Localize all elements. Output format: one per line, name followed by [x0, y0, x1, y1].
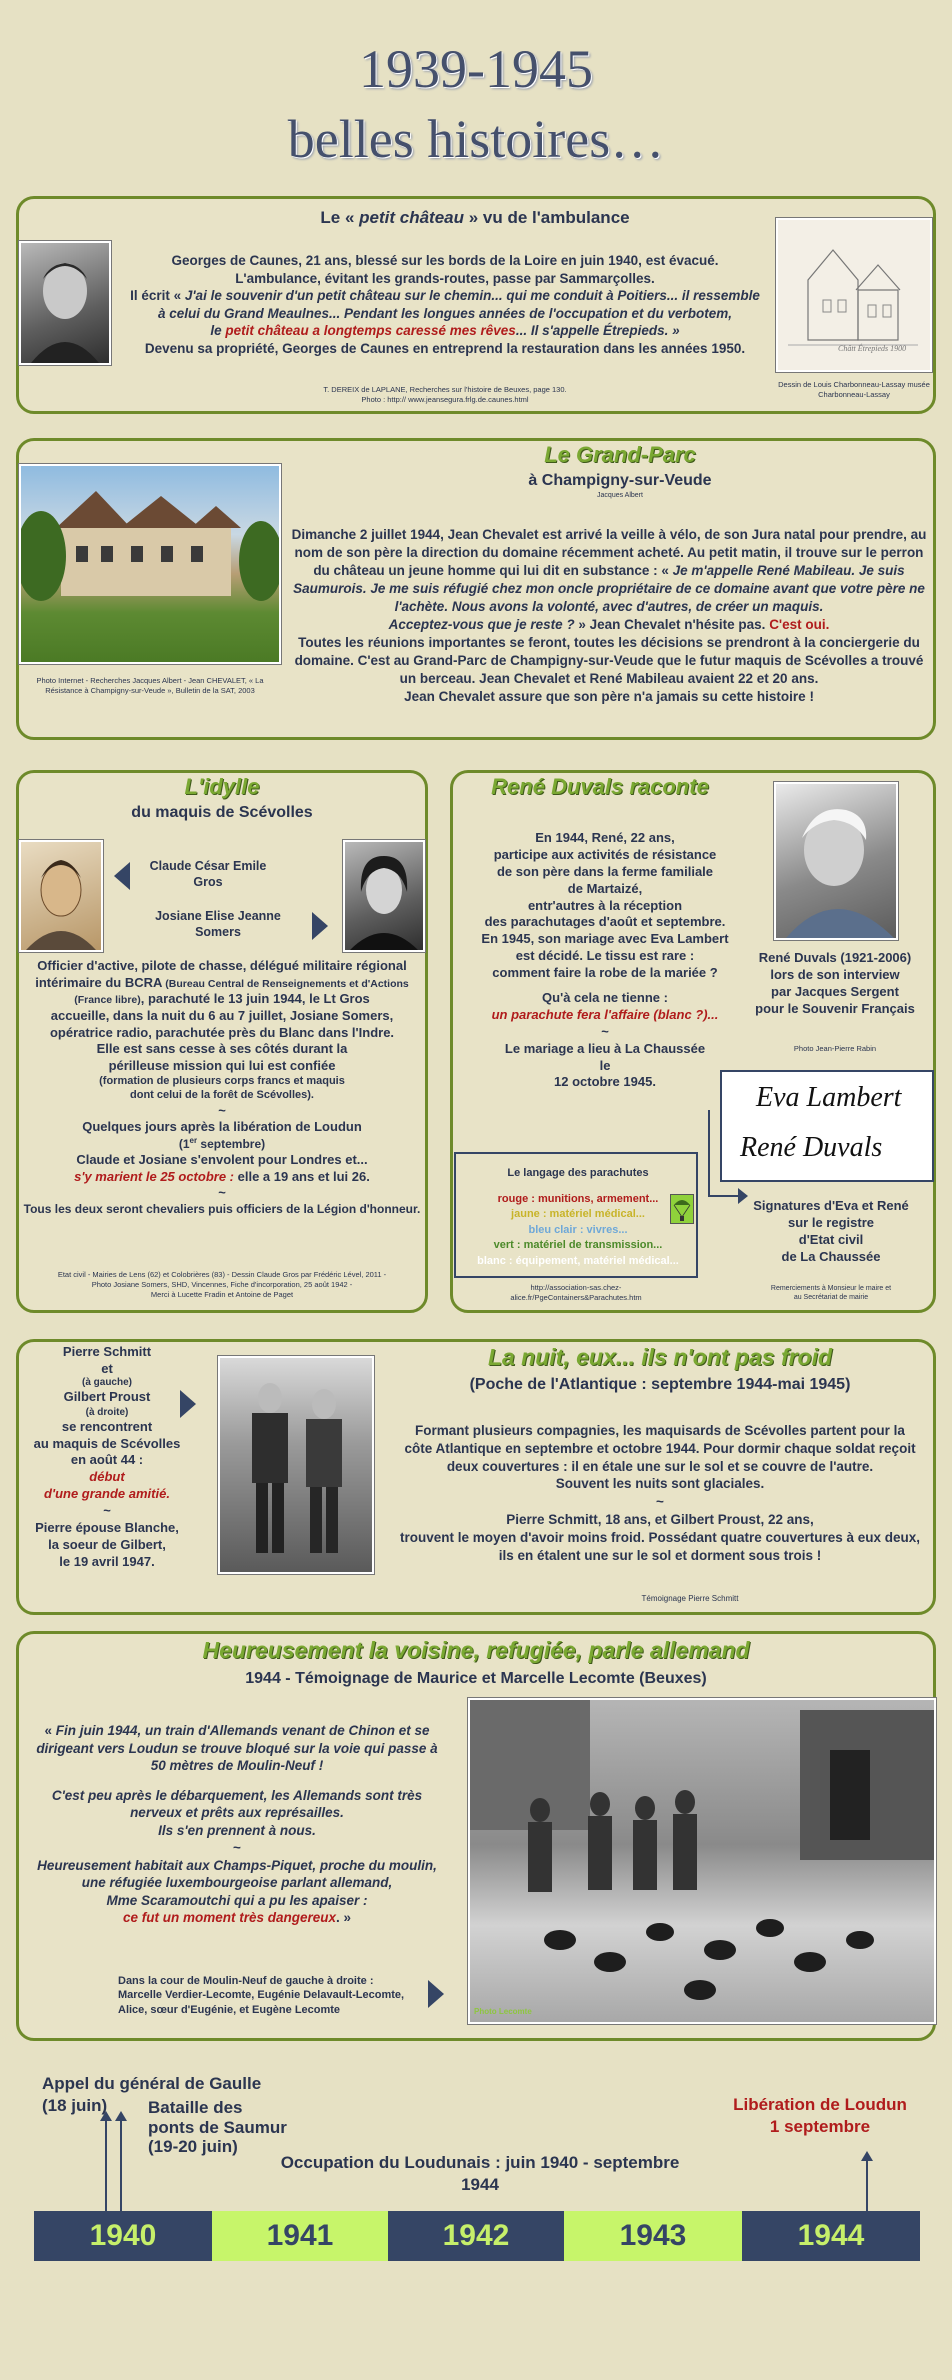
text-line: le 19 avril 1947. [59, 1553, 155, 1569]
text-line: périlleuse mission qui lui est confiée [108, 1057, 336, 1073]
text-line: comment faire la robe de la mariée ? [492, 965, 718, 981]
credit-line: Merci à Lucette Fradin et Antoine de Paget [150, 1289, 294, 1299]
caption-line: Dans la cour de Moulin-Neuf de gauche à droite : [118, 1975, 374, 1987]
text-line: Mme Scaramoutchi qui a pu les apaiser : [106, 1892, 368, 1908]
credit-line: Remerciements à Monsieur le maire et [770, 1285, 892, 1292]
text-part: elle a 19 ans et lui 26. [234, 1168, 370, 1184]
photo-pierre-gilbert [218, 1356, 374, 1574]
text-part-italic: J'ai le souvenir d'un petit château sur le chemin... qui me conduit à Poitiers... il ressemble [184, 288, 760, 304]
credit-line: Photo Josiane Somers, SHD, Vincennes, Fiche d'incorporation, 25 août 1942 - [91, 1279, 353, 1289]
photo-grand-parc-chateau [19, 464, 281, 664]
text-part: ... Il s'appelle Étrepieds. » [515, 323, 680, 339]
text-line [288, 616, 930, 634]
lang-line-rouge: rouge : munitions, armement... [497, 1193, 659, 1205]
lang-line-vert: vert : matériel de transmission... [493, 1239, 663, 1252]
text-line [22, 975, 422, 1008]
photo-credit-rabin: Photo Jean-Pierre Rabin [793, 1044, 877, 1053]
text-line-red: d'une grande amitié. [44, 1486, 170, 1502]
text-line: en août 44 : [70, 1452, 144, 1468]
text-part: Il écrit « [130, 288, 185, 304]
text-line [22, 1722, 452, 1740]
signature-rene: René Duvals [740, 1132, 883, 1163]
section-title-idylle: L'idylle [184, 774, 260, 799]
text-line: Tous les deux seront chevaliers puis officiers de la Légion d'honneur. [23, 1202, 421, 1217]
credits-idylle [22, 1270, 422, 1299]
text-line: Toutes les réunions importantes se feront, toutes les décisions se prendront à la conciergerie du [298, 634, 920, 650]
text-line [22, 1169, 422, 1186]
parachute-language-box [454, 1152, 698, 1278]
text-line: une réfugiée luxembourgeoise parlant allemand, [81, 1875, 393, 1891]
arrow-up-icon [861, 2151, 873, 2161]
timeline-year-1940: 1940 [34, 2211, 212, 2261]
caption-line: Alice, sœur d'Eugénie, et Eugène Lecomte [118, 2003, 341, 2016]
text-line: et [101, 1360, 113, 1376]
text-part: » Jean Chevalet n'hésite pas. [574, 616, 770, 632]
text-line: Formant plusieurs compagnies, les maquisards de Scévolles partent pour la [415, 1423, 905, 1438]
signatures-caption [736, 1198, 926, 1266]
timeline-marker-line [120, 2120, 122, 2212]
text-part: , parachuté le 13 juin 1944, le Lt Gros [140, 991, 370, 1007]
text-line: au maquis de Scévolles [33, 1435, 181, 1451]
url-line[interactable]: alice.fr/PgeContainers&Parachutes.htm [510, 1292, 642, 1302]
arrow-right-icon [428, 1980, 444, 2008]
text-line: Heureusement habitait aux Champs-Piquet, proche du moulin, [37, 1857, 437, 1873]
arrow-right-icon [312, 912, 328, 940]
page-title-years: 1939-1945 [359, 39, 593, 99]
text-line: un berceau. Jean Chevalet et René Mabileau avaient 22 et 20 ans. [399, 670, 819, 686]
credit-line: Etat civil - Mairies de Lens (62) et Colobrières (83) - Dessin Claude Gros par Frédéric Lével, 2011 - [57, 1270, 387, 1279]
separator-tilde: ~ [656, 1494, 664, 1510]
arrow-right-icon [738, 1188, 748, 1204]
text-line: Qu'à cela ne tienne : [542, 990, 668, 1006]
pierre-gilbert-text [24, 1344, 190, 1571]
timeline-marker-line [105, 2120, 107, 2212]
sketch-chateau-etrepieds [776, 218, 932, 372]
title-part-italic: petit château [359, 208, 464, 227]
text-line: nom de son père la direction du domaine récemment acheté. Au petit matin, il trouve sur le perron [294, 544, 924, 560]
text-line: C'est peu après le débarquement, les Allemands sont très [51, 1787, 423, 1803]
text-line-small: (à droite) [85, 1406, 129, 1418]
credit-schmitt: Témoignage Pierre Schmitt [641, 1594, 739, 1603]
section-subtitle-voisine: 1944 - Témoignage de Maurice et Marcelle Lecomte (Beuxes) [245, 1670, 707, 1687]
separator-tilde: ~ [233, 1840, 241, 1856]
text-line: (formation de plusieurs corps francs et maquis [99, 1075, 345, 1088]
section-subtitle-idylle: du maquis de Scévolles [131, 804, 313, 821]
text-line-red: un parachute fera l'affaire (blanc ?)... [491, 1006, 719, 1022]
text-line: Souvent les nuits sont glaciales. [555, 1476, 765, 1492]
timeline-bataille [148, 2098, 308, 2157]
text-line: Saumurois. Je me suis réfugié chez mon oncle propriétaire de ce domaine avant que votre père ne [293, 580, 925, 596]
timeline-label: Appel du général de Gaulle [42, 2074, 262, 2093]
credit-line: au Secrétariat de mairie [793, 1294, 869, 1302]
text-line-red: début [89, 1469, 125, 1485]
text-line: le [599, 1057, 611, 1073]
text-line: à celui du Grand Meaulnes... Pendant les longues années de l'occupation et du verbotem, [157, 305, 733, 321]
text-line: Le mariage a lieu à La Chaussée [504, 1040, 706, 1056]
text-line: Jean Chevalet assure que son père n'a jamais su cette histoire ! [404, 688, 814, 704]
text-part: septembre) [197, 1136, 266, 1151]
text-line: L'ambulance, évitant les grands-routes, passe par Sammarçolles. [235, 270, 655, 286]
thanks-mairie [736, 1284, 926, 1302]
photo-cour-moulin-neuf [468, 1698, 936, 2024]
grand-parc-text [288, 526, 930, 706]
section-title-la-nuit: La nuit, eux... ils n'ont pas froid [487, 1344, 833, 1370]
caption-line: de La Chaussée [781, 1248, 881, 1264]
separator-tilde: ~ [601, 1023, 609, 1039]
parachute-language-title: Le langage des parachutes [507, 1167, 649, 1179]
text-line: Devenu sa propriété, Georges de Caunes en entreprend la restauration dans les années 1950. [144, 340, 746, 356]
text-part-red: s'y marient le 25 octobre : [74, 1168, 234, 1184]
timeline-year-1941: 1941 [212, 2211, 388, 2261]
url-line[interactable]: http://association-sas.chez- [530, 1283, 622, 1292]
name-josiane-somers: Josiane Elise Jeanne Somers [155, 909, 281, 940]
text-line: opératrice radio, parachutée près du Blanc dans l'Indre. [49, 1024, 395, 1040]
text-part: du château un jeune homme qui lui dit en substance : « [313, 562, 673, 578]
timeline-liberation [720, 2094, 920, 2138]
portrait-georges-de-caunes [19, 241, 111, 365]
text-part-red: ce fut un moment très dangereux [122, 1910, 337, 1926]
credit-line: Photo : http:// www.jeansegura.frlg.de.caunes.html [361, 394, 529, 404]
text-line: est décidé. Le tissu est rare : [515, 948, 695, 964]
text-part: « [44, 1723, 56, 1738]
text-part-italic: Je m'appelle René Mabileau. Je suis [672, 562, 905, 578]
text-line: Pierre Schmitt, 18 ans, et Gilbert Proust, 22 ans, [506, 1512, 814, 1528]
timeline-year-1943: 1943 [564, 2211, 742, 2261]
arrow-right-icon [180, 1390, 196, 1418]
text-line: nerveux et prêts aux représailles. [130, 1805, 344, 1821]
section-title-grand-parc: Le Grand-Parc [544, 442, 696, 467]
timeline-label: Bataille des [148, 2098, 243, 2117]
text-part-italic: Acceptez-vous que je reste ? [388, 616, 575, 632]
text-line: Gilbert Proust [63, 1388, 151, 1404]
caption-line: Signatures d'Eva et René [753, 1198, 909, 1213]
text-line: Elle est sans cesse à ses côtés durant la [96, 1041, 348, 1057]
text-line: En 1944, René, 22 ans, [535, 830, 675, 845]
arrow-up-icon [115, 2111, 127, 2121]
caption-line: par Jacques Sergent [771, 983, 899, 999]
credit-line: T. DEREIX de LAPLANE, Recherches sur l'histoire de Beuxes, page 130. [323, 385, 567, 394]
separator-tilde: ~ [218, 1102, 226, 1118]
caption-sketch: Dessin de Louis Charbonneau-Lassay musée Charbonneau-Lassay [778, 380, 930, 399]
lang-line-jaune: jaune : matériel médical... [511, 1208, 645, 1221]
portrait-claude-gros [19, 840, 103, 952]
credits-petit-chateau [290, 385, 600, 405]
text-line: deux couvertures : il en étale une sur le sol et se couvre de l'autre. [446, 1458, 874, 1474]
parachute-icon [670, 1194, 694, 1224]
text-line: 50 mètres de Moulin-Neuf ! [150, 1758, 324, 1774]
text-part-small: (Bureau Central de Renseignements et d'Actions (France libre) [74, 977, 409, 1007]
caption-line: sur le registre [788, 1214, 874, 1230]
caption-line: d'Etat civil [798, 1231, 864, 1247]
caption-line: Marcelle Verdier-Lecomte, Eugénie Delavault-Lecomte, [118, 1989, 405, 2002]
text-line: l'achète. Nous avons la volonté, avec d'autres, de créer un maquis. [394, 598, 824, 614]
arrow-up-icon [100, 2111, 112, 2121]
lang-line-blanc: blanc : équipement, matériel médical... [477, 1254, 679, 1267]
separator-tilde: ~ [218, 1185, 226, 1201]
separator-tilde: ~ [103, 1503, 111, 1519]
text-line: de Martaizé, [567, 880, 643, 896]
timeline-occupation: Occupation du Loudunais : juin 1940 - septembre 1944 [280, 2153, 680, 2195]
voisine-text [22, 1722, 452, 1927]
text-line [115, 322, 775, 340]
timeline-label: Libération de Loudun [733, 2095, 907, 2114]
text-line: Quelques jours après la libération de Loudun [82, 1119, 362, 1135]
text-line: Dimanche 2 juillet 1944, Jean Chevalet est arrivé la veille à vélo, de son Jura natal pour prendre, au [291, 527, 927, 542]
text-line: Pierre Schmitt [62, 1344, 152, 1359]
text-line: côte Atlantique en septembre et octobre 1944. Pour dormir chaque soldat reçoit [404, 1440, 916, 1456]
section-subtitle-la-nuit: (Poche de l'Atlantique : septembre 1944-mai 1945) [469, 1376, 851, 1393]
idylle-text [22, 958, 422, 1217]
signatures-image [720, 1070, 934, 1182]
parachute-source-url[interactable] [454, 1283, 698, 1303]
rene-duvals-text [456, 830, 754, 1091]
text-part-red: petit château a longtemps caressé mes rêves [225, 323, 516, 339]
text-line: Ils s'en prennent à nous. [158, 1822, 316, 1838]
timeline-label: (18 juin) [42, 2096, 108, 2116]
sketch-handwritten-label: Châtt Étrepieds 1900 [838, 344, 907, 353]
text-line: Claude et Josiane s'envolent pour Londres et... [76, 1152, 368, 1168]
timeline-label: (19-20 juin) [148, 2137, 238, 2157]
section-subtitle-grand-parc: à Champigny-sur-Veude [528, 472, 712, 489]
text-line: se rencontrent [61, 1418, 153, 1434]
timeline-label: ponts de Saumur [148, 2117, 287, 2137]
la-nuit-text [390, 1422, 930, 1565]
text-line: Pierre épouse Blanche, [35, 1520, 179, 1536]
text-line: En 1945, son mariage avec Eva Lambert [481, 931, 729, 947]
section-title-petit-chateau [180, 208, 770, 228]
caption-line: René Duvals (1921-2006) [758, 950, 912, 965]
caption-grand-parc: Photo Internet - Recherches Jacques Albert - Jean CHEVALET, « La Résistance à Champigny-sur-Veude », Bulletin de la SAT, 2003 [36, 676, 264, 695]
caption-line: pour le Souvenir Français [755, 1000, 915, 1016]
text-part: (1 [178, 1136, 190, 1151]
arrow-left-icon [114, 862, 130, 890]
text-line: domaine. C'est au Grand-Parc de Champigny-sur-Veude que le futur maquis de Scévolles a trouvé [294, 652, 924, 668]
section-title-voisine: Heureusement la voisine, refugiée, parle allemand [202, 1637, 750, 1663]
text-line: de son père dans la ferme familiale [496, 863, 714, 879]
text-line: ils en étalent une sur le sol et dorment sous trois ! [498, 1547, 822, 1563]
text-line: Officier d'active, pilote de chasse, délégué militaire régional [37, 958, 407, 973]
text-line: Georges de Caunes, 21 ans, blessé sur les bords de la Loire en juin 1940, est évacué. [171, 253, 719, 268]
text-line [22, 1136, 422, 1152]
text-part: le [210, 323, 226, 339]
section-author: Jacques Albert [597, 492, 643, 499]
portrait-rene-duvals [774, 782, 898, 940]
text-line: trouvent le moyen d'avoir moins froid. Possédant quatre couvertures à eux deux, [399, 1529, 921, 1545]
text-line: accueille, dans la nuit du 6 au 7 juillet, Josiane Somers, [50, 1007, 394, 1023]
text-line-small: (à gauche) [81, 1376, 132, 1388]
timeline-year-1942: 1942 [388, 2211, 564, 2261]
text-part-red: C'est oui. [769, 616, 830, 632]
text-part-sup: er [189, 1135, 198, 1145]
rene-duvals-caption [740, 950, 930, 1018]
section-title-rene-duvals: René Duvals raconte [491, 774, 709, 799]
connector-line [708, 1110, 710, 1196]
text-part-italic: Fin juin 1944, un train d'Allemands venant de Chinon et se [55, 1723, 430, 1738]
text-line: des parachutages d'août et septembre. [484, 914, 726, 930]
page-title: belles histoires… [287, 109, 665, 169]
signature-eva: Eva Lambert [756, 1082, 902, 1113]
text-line: participe aux activités de résistance [493, 846, 717, 862]
text-line [115, 287, 775, 305]
text-part: . » [336, 1910, 352, 1926]
text-line: entr'autres à la réception [527, 897, 683, 913]
timeline-marker-line [866, 2160, 868, 2212]
petit-chateau-text [115, 252, 775, 357]
text-line: dirigeant vers Loudun se trouve bloqué sur la voie qui passe à [36, 1740, 438, 1756]
timeline-year-1944: 1944 [742, 2211, 920, 2261]
photo-mark: Photo Lecomte [474, 2007, 532, 2016]
text-line [22, 1909, 452, 1927]
caption-line: lors de son interview [770, 966, 900, 982]
voisine-photo-caption [118, 1974, 438, 2017]
timeline-label: 1 septembre [769, 2117, 871, 2137]
text-line: dont celui de la forêt de Scévolles). [130, 1089, 314, 1102]
text-line: la soeur de Gilbert, [48, 1536, 166, 1552]
text-line [288, 562, 930, 580]
text-line: 12 octobre 1945. [554, 1074, 656, 1090]
portrait-josiane-somers [343, 840, 425, 952]
text-part: intérimaire du BCRA [35, 974, 163, 990]
lang-line-bleu: bleu clair : vivres... [528, 1223, 628, 1236]
name-claude-gros: Claude César Emile Gros [149, 859, 267, 890]
title-part: Le « [320, 208, 360, 227]
parachute-language-list [456, 1192, 700, 1269]
title-part: » vu de l'ambulance [464, 208, 630, 227]
